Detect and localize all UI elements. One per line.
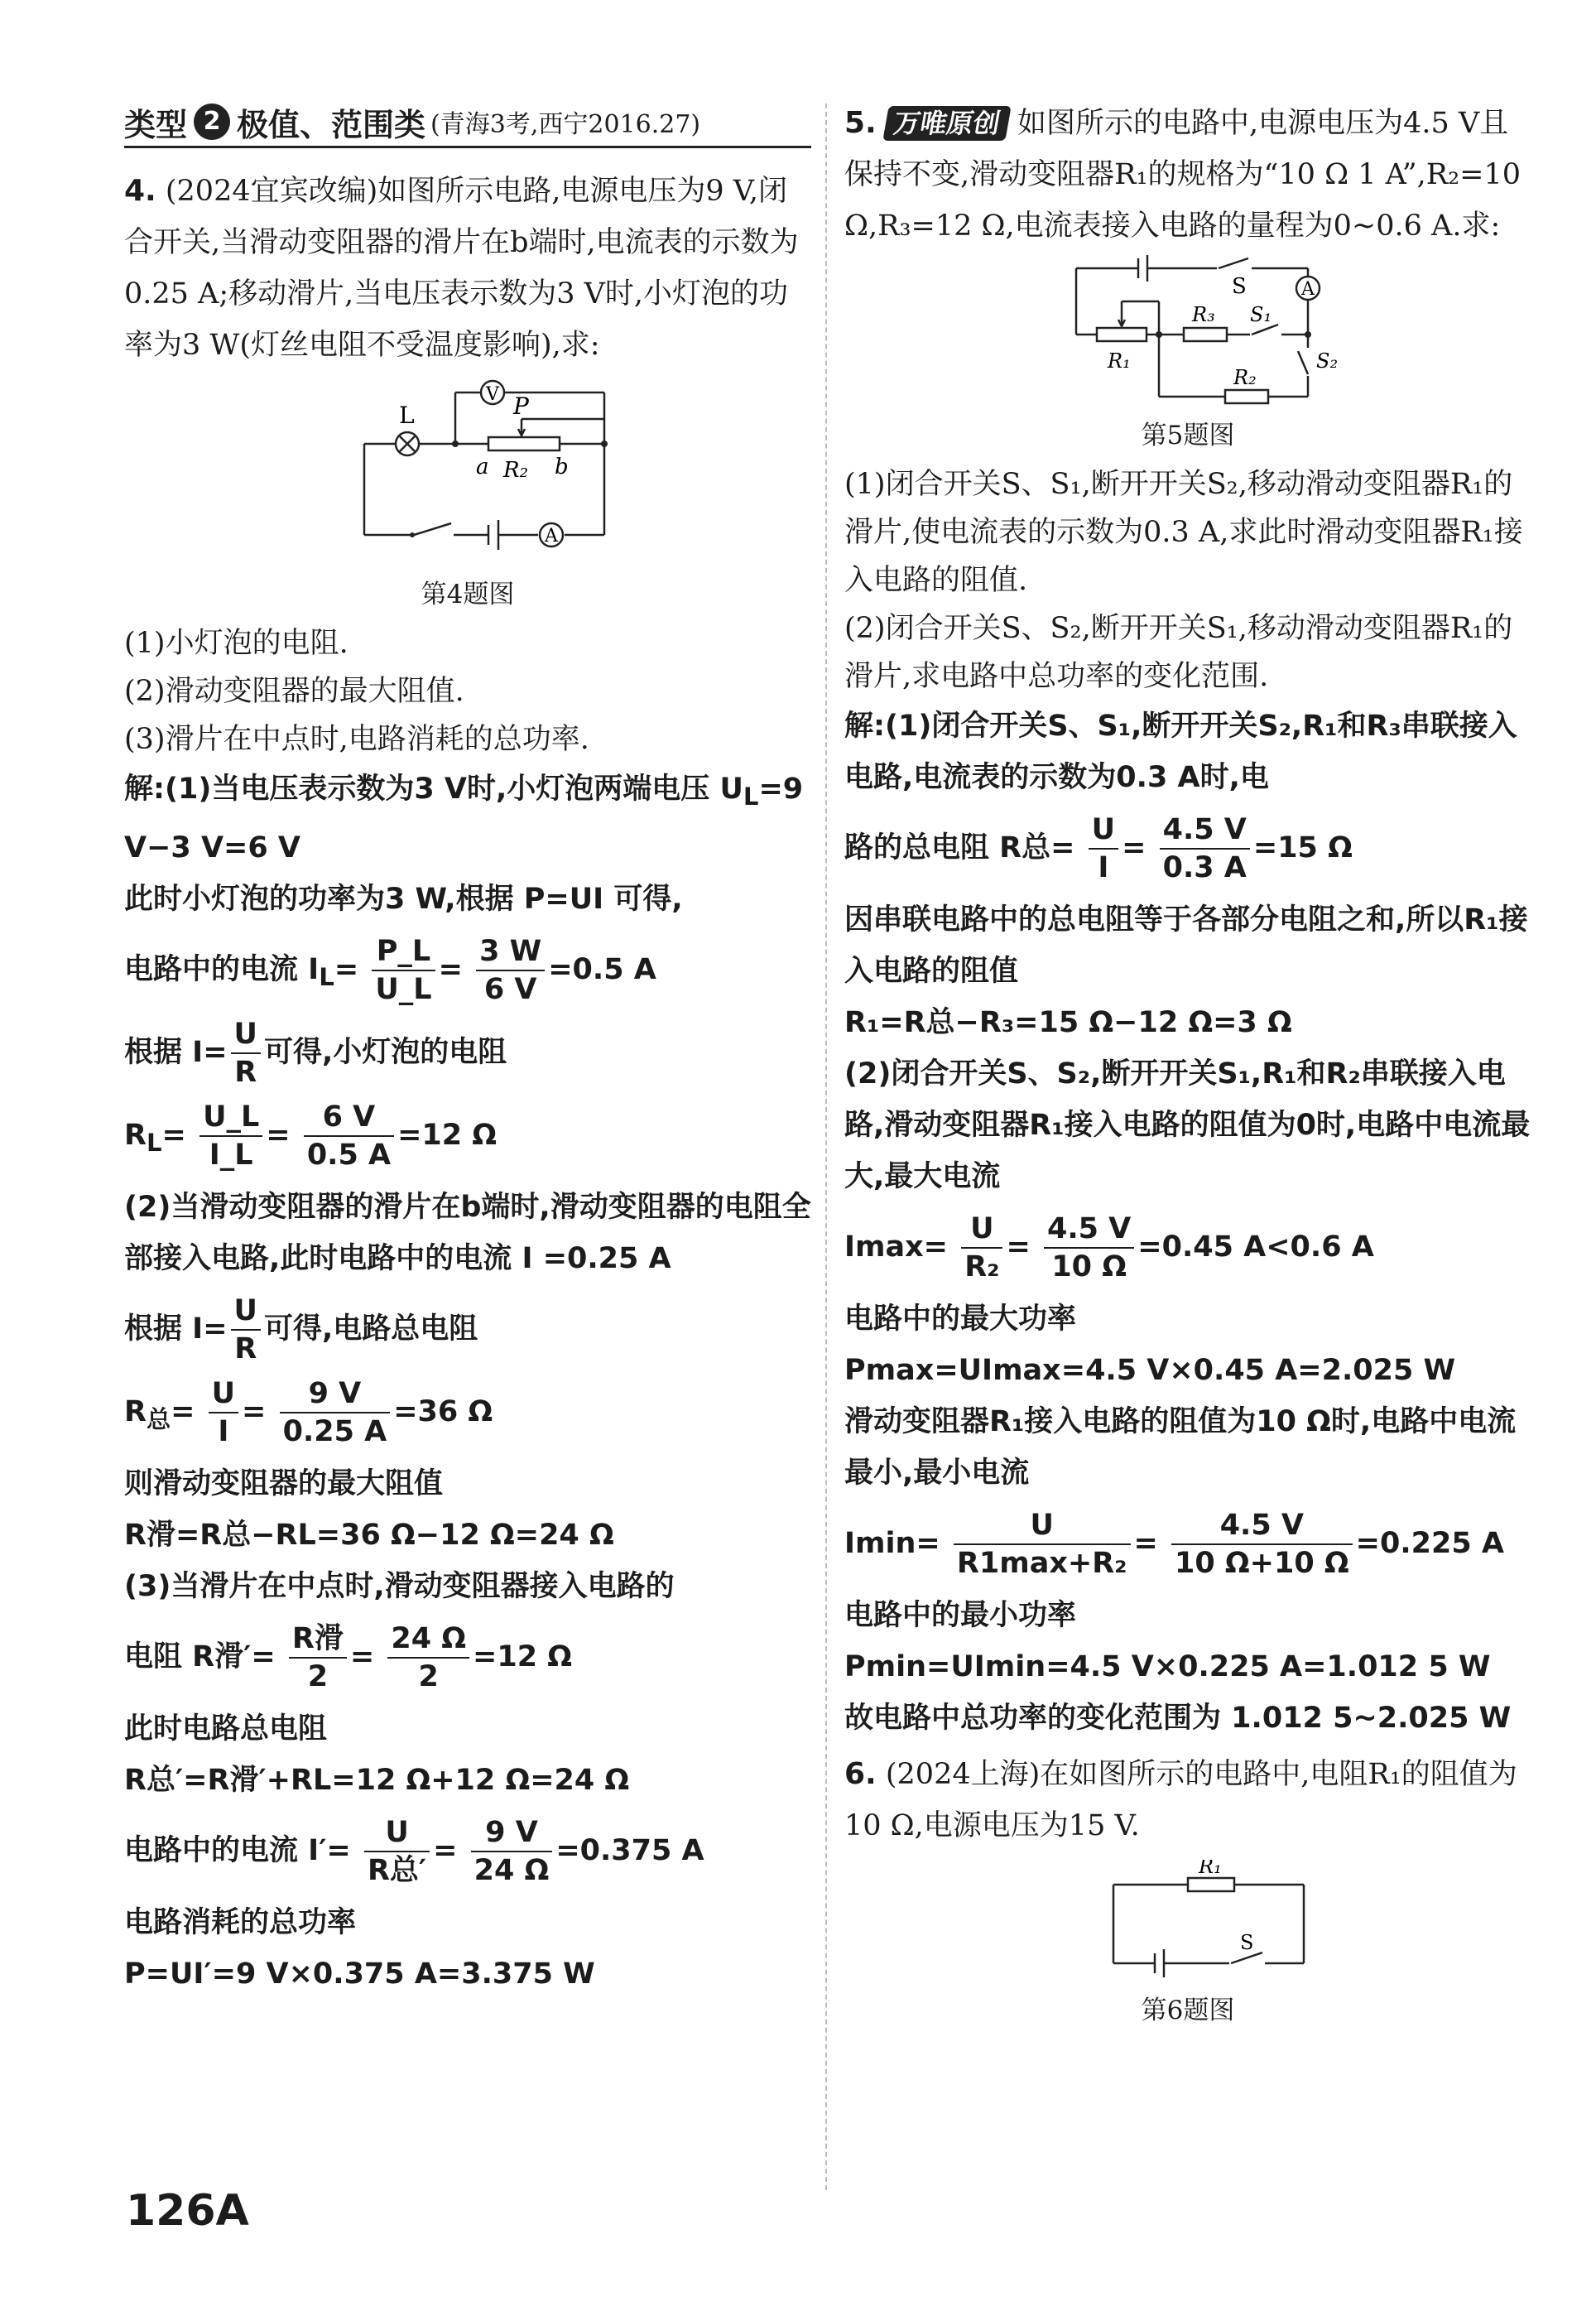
frac-num: U: [1089, 811, 1118, 850]
figure-5-caption: 第5题图: [1141, 421, 1235, 450]
label-b: b: [555, 455, 569, 479]
sol-line: Imin=: [844, 1527, 940, 1560]
figure-4: [124, 378, 811, 576]
section-note: (青海3考,西宁2016.27): [430, 110, 701, 139]
sol-line: (2)闭合开关S、S₂,断开开关S₁,R₁和R₂串联接入电路,滑动变阻器R₁接入电路的阻值为0时,电路中电流最大,最大电流: [844, 1057, 1531, 1193]
label-R1: R₁: [1199, 1860, 1222, 1878]
question-text: (2024上海)在如图所示的电路中,电阻R₁的阻值为10 Ω,电源电压为15 V.: [844, 1758, 1517, 1842]
label-S: S: [1240, 1931, 1254, 1954]
sol-line: 可得,小灯泡的电阻: [263, 1036, 507, 1069]
frac-num: U: [231, 1293, 261, 1331]
sol-line: Pmin=UImin=4.5 V×0.225 A=1.012 5 W: [844, 1650, 1491, 1683]
frac-num: 9 V: [280, 1375, 391, 1413]
frac-den: R1max+R₂: [956, 1547, 1127, 1580]
q5-part-2: (2)闭合开关S、S₂,断开开关S₁,移动滑动变阻器R₁的滑片,求电路中总功率的变化范围.: [844, 612, 1513, 693]
label-P: P: [513, 392, 529, 420]
frac-den: 24 Ω: [474, 1854, 550, 1887]
question-text: 如图所示的电路中,电源电压为4.5 V且保持不变,滑动变阻器R₁的规格为“10 Ω 1 A”,R₂=10 Ω,R₃=12 Ω,电流表接入电路的量程为0~0.6 A.求:: [844, 107, 1521, 243]
frac-den: 2: [307, 1660, 329, 1693]
q4-solution: 解:(1)当电压表示数为3 V时,小灯泡两端电压 $U_L=9$ V−3 V=6 V 此时小灯泡的功率为3 W,根据 P=UI 可得, 电路中的电流 $I_L=$ $\frac{P\_L}{U\_L}$ = $\frac{3 W}{6 V}$ =0.5 A 根据 I= $\frac{U}{R}$ 可得,小灯泡的电阻 $R_L=$ $\frac{U\_L}{I\_L}$ = $\frac{6 V}{0.5 A}$ =12 Ω (2)当滑动变阻器的滑片在b端时,滑动变阻器的电阻全部接入电路,此时电路中的电流 I =0.25 A 根据 I= $\frac{U}{R}$ 可得,电路总电阻 $R_总=$ $\frac{U}{I}$ = $\frac{9 V}{0.25 A}$ =36 Ω 则滑动变阻器的最大阻值 R滑=R总−RL=36 Ω−12 Ω=24 Ω (3)当滑片在中点时,滑动变阻器接入电路的 电阻 R滑′= $\frac{\text{R滑}}{2}$ = $\frac{24 \Omega}{2}$ =12 Ω 此时电路总电阻 R总′=R滑′+RL=12 Ω+12 Ω=24 Ω 电路中的电流 I′= $\frac{U}{\text{R总′}}$ = $\frac{9 V}{24 \Omega}$ =0.375 A 电路消耗的总功率 P=UI′=9 V×0.375 A=3.375 W: [124, 763, 811, 2000]
question-number: 5.: [844, 106, 877, 140]
frac-den: U_L: [375, 973, 432, 1006]
label-R2: R₂: [1233, 366, 1257, 389]
label-R1: R₁: [1108, 349, 1131, 373]
frac-num: R滑: [289, 1620, 347, 1659]
right-column: [844, 98, 1531, 2029]
sol-line: 可得,电路总电阻: [263, 1312, 478, 1346]
label-V: V: [486, 384, 499, 405]
frac-den: R总′: [367, 1854, 427, 1887]
type-label: 类型: [124, 106, 188, 143]
sol-line: P=UI′=9 V×0.375 A=3.375 W: [124, 1957, 595, 1991]
frac-num: U: [231, 1016, 261, 1054]
section-header: [124, 98, 811, 148]
sol-line: 根据 I=: [124, 1312, 228, 1346]
result: =0.225 A: [1355, 1527, 1504, 1560]
sol-line: Pmax=UImax=4.5 V×0.45 A=2.025 W: [844, 1354, 1456, 1387]
sol-line: R滑=R总−RL=36 Ω−12 Ω=24 Ω: [124, 1519, 614, 1552]
label-S2: S₂: [1316, 349, 1339, 373]
page-number: 126A: [126, 2186, 249, 2236]
frac-num: U_L: [200, 1099, 262, 1137]
q4-part-2: (2)滑动变阻器的最大阻值.: [124, 675, 464, 708]
sol-line: Imax=: [844, 1230, 949, 1264]
sol-line: R₁=R总−R₃=15 Ω−12 Ω=3 Ω: [844, 1006, 1292, 1039]
frac-num: 4.5 V: [1171, 1507, 1353, 1545]
frac-num: U: [209, 1375, 238, 1413]
result: =15 Ω: [1252, 831, 1353, 864]
frac-den: R₂: [964, 1250, 1000, 1283]
frac-den: 0.5 A: [306, 1139, 392, 1172]
frac-num: 9 V: [471, 1814, 553, 1852]
sol-line: (3)当滑片在中点时,滑动变阻器接入电路的: [124, 1570, 675, 1603]
frac-den: I: [1098, 851, 1109, 884]
frac-num: 3 W: [476, 933, 545, 971]
q5-part-1: (1)闭合开关S、S₁,断开开关S₂,移动滑动变阻器R₁的滑片,使电流表的示数为0.3 A,求此时滑动变阻器R₁接入电路的阻值.: [844, 468, 1523, 597]
frac-den: 2: [418, 1660, 439, 1693]
q4-part-3: (3)滑片在中点时,电路消耗的总功率.: [124, 723, 589, 756]
sol-sub: L: [743, 782, 759, 811]
section-title: 极值、范围类: [237, 106, 426, 143]
sol-line: 故电路中总功率的变化范围为 1.012 5~2.025 W: [844, 1702, 1512, 1735]
column-divider: [825, 104, 827, 2190]
result: =0.375 A: [555, 1834, 704, 1867]
sol-line: 电路消耗的总功率: [124, 1906, 357, 1939]
question-4: [124, 166, 811, 371]
circuit-diagram-6: [844, 1860, 1531, 1992]
sol-sub: L: [319, 963, 334, 991]
frac-num: 6 V: [304, 1099, 394, 1137]
sol-line: 此时电路总电阻: [124, 1712, 328, 1746]
question-text: (2024宜宾改编)如图所示电路,电源电压为9 V,闭合开关,当滑动变阻器的滑片在b端时,电流表的示数为0.25 A;移动滑片,当电压表示数为3 V时,小灯泡的功率为3 W(灯丝电阻不受温度影响),求:: [124, 175, 799, 362]
left-column: [124, 166, 811, 2000]
question-6: [844, 1749, 1531, 1852]
result: =12 Ω: [473, 1640, 572, 1673]
result: =36 Ω: [393, 1395, 493, 1428]
sol-line: 解:(1)闭合开关S、S₁,断开开关S₂,R₁和R₃串联接入电路,电流表的示数为0.3 A时,电: [844, 710, 1517, 794]
sol-line: R总′=R滑′+RL=12 Ω+12 Ω=24 Ω: [124, 1764, 630, 1797]
sol-line: 则滑动变阻器的最大阻值: [124, 1467, 444, 1500]
sol-line: 电阻 R滑′=: [124, 1640, 276, 1673]
circuit-diagram-4: [124, 378, 811, 576]
frac-num: 4.5 V: [1044, 1211, 1134, 1249]
frac-num: 4.5 V: [1160, 811, 1250, 850]
type-number-badge: 2: [194, 104, 230, 140]
sol-line: R: [124, 1119, 147, 1152]
sol-line: 滑动变阻器R₁接入电路的阻值为10 Ω时,电路中电流最小,最小电流: [844, 1405, 1517, 1490]
label-a: a: [476, 455, 489, 479]
frac-den: 0.25 A: [282, 1415, 387, 1448]
label-L: L: [399, 402, 415, 429]
sol-line: 因串联电路中的总电阻等于各部分电阻之和,所以R₁接入电路的阻值: [844, 903, 1528, 988]
sol-line: 电路中的最大功率: [844, 1303, 1077, 1336]
frac-num: U: [364, 1814, 430, 1852]
sol-sub: 总: [146, 1405, 171, 1433]
question-5: [844, 98, 1531, 252]
sol-line: =9 V−3 V=6 V: [124, 773, 804, 864]
original-badge: 万唯原创: [882, 106, 1011, 141]
frac-den: 10 Ω: [1051, 1250, 1127, 1283]
label-S1: S₁: [1250, 303, 1272, 326]
label-A: A: [1301, 279, 1315, 300]
sol-line: 电路中的电流 I′=: [124, 1834, 351, 1867]
circuit-diagram-5: [844, 252, 1531, 417]
frac-num: 24 Ω: [387, 1620, 469, 1659]
result: =0.45 A<0.6 A: [1137, 1230, 1374, 1264]
sol-line: 此时小灯泡的功率为3 W,根据 P=UI 可得,: [124, 883, 683, 916]
result: =12 Ω: [397, 1119, 498, 1152]
result: =0.5 A: [548, 953, 656, 986]
sol-line: 根据 I=: [124, 1036, 228, 1069]
figure-6: [844, 1860, 1531, 1992]
frac-den: I_L: [209, 1139, 253, 1172]
q4-part-1: (1)小灯泡的电阻.: [124, 627, 349, 660]
sol-line: 解:(1)当电压表示数为3 V时,小灯泡两端电压 U: [124, 773, 743, 806]
sol-line: 电路中的电流 I: [124, 953, 320, 986]
frac-num: U: [961, 1211, 1002, 1249]
frac-num: P_L: [372, 933, 435, 971]
frac-den: I: [218, 1415, 229, 1448]
figure-6-caption: 第6题图: [1141, 1996, 1235, 2025]
label-A: A: [545, 526, 558, 547]
frac-den: R: [234, 1332, 257, 1365]
sol-line: 电路中的最小功率: [844, 1599, 1077, 1632]
frac-den: 0.3 A: [1162, 851, 1247, 884]
frac-den: 10 Ω+10 Ω: [1175, 1547, 1349, 1580]
frac-den: R: [234, 1056, 257, 1089]
sol-line: R: [124, 1395, 147, 1428]
label-R2: R₂: [503, 458, 528, 483]
figure-5: [844, 252, 1531, 417]
question-number: 6.: [844, 1757, 877, 1791]
label-R3: R₃: [1192, 303, 1215, 326]
sol-line: 路的总电阻 R总=: [844, 831, 1075, 864]
question-number: 4.: [124, 174, 156, 208]
sol-sub: L: [146, 1129, 162, 1157]
frac-num: U: [954, 1507, 1131, 1545]
frac-den: 6 V: [483, 973, 537, 1006]
q5-solution: 解:(1)闭合开关S、S₁,断开开关S₂,R₁和R₃串联接入电路,电流表的示数为0.3 A时,电 路的总电阻 R总= $\frac{U}{I}$ = $\frac{4.5 V}{0.3 A}$ =15 Ω 因串联电路中的总电阻等于各部分电阻之和,所以R₁接入电路的阻值 R₁=R总−R₃=15 Ω−12 Ω=3 Ω (2)闭合开关S、S₂,断开开关S₁,R₁和R₂串联接入电路,滑动变阻器R₁接入电路的阻值为0时,电路中电流最大,最大电流 Imax= $\frac{U}{\text{R₂}}$ = $\frac{4.5 V}{10 \Omega}$ =0.45 A<0.6 A 电路中的最大功率 Pmax=UImax=4.5 V×0.45 A=2.025 W 滑动变阻器R₁接入电路的阻值为10 Ω时,电路中电流最小,最小电流 Imin= $\frac{U}{\text{R1max+R₂}}$ = $\frac{4.5 V}{10 \Omega+10 \Omega}$ =0.225 A 电路中的最小功率 Pmin=UImin=4.5 V×0.225 A=1.012 5 W 故电路中总功率的变化范围为 1.012 5~2.025 W: [844, 701, 1531, 1744]
label-S: S: [1232, 274, 1247, 299]
figure-4-caption: 第4题图: [421, 580, 515, 609]
sol-line: (2)当滑动变阻器的滑片在b端时,滑动变阻器的电阻全部接入电路,此时电路中的电流 I =0.25 A: [124, 1191, 811, 1275]
